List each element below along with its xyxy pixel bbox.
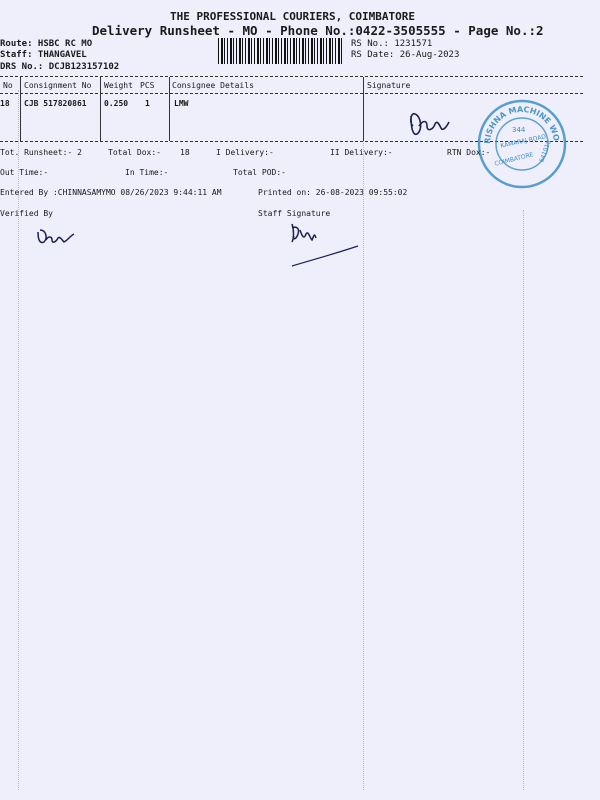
column-divider [363, 77, 364, 141]
stamp-arc-text: RISHNA MACHINE WO [482, 104, 561, 145]
printed-on: Printed on: 26-08-2023 09:55:02 [258, 188, 408, 197]
in-time: In Time:- [125, 168, 169, 177]
rs-date: RS Date: 26-Aug-2023 [351, 50, 460, 60]
first-delivery: I Delivery:- [216, 148, 274, 157]
company-title: THE PROFESSIONAL COURIERS, COIMBATORE [170, 10, 416, 23]
stamp-line-1: 344 [512, 126, 526, 134]
out-time: Out Time:- [0, 168, 49, 177]
stamp-line-3: COIMBATORE [493, 151, 535, 168]
col-header-weight: Weight [104, 81, 133, 90]
verified-by-label: Verified By [0, 209, 53, 218]
scan-line [523, 210, 524, 790]
column-divider [100, 77, 101, 141]
total-pod: Total POD:- [233, 168, 286, 177]
svg-text:RISHNA MACHINE WORKS [476, 98, 561, 144]
row-consignment: CJB 517820861 [24, 99, 87, 108]
column-divider [20, 77, 21, 141]
barcode [218, 38, 343, 64]
stamp-line-4: 641018 [538, 139, 553, 164]
col-header-consignee: Consignee Details [172, 81, 254, 90]
company-stamp [476, 98, 568, 190]
total-dox-value: 18 [180, 148, 190, 157]
route-text: Route: HSBC RC MO [0, 39, 93, 49]
col-header-no: No [3, 81, 13, 90]
entered-by: Entered By :CHINNASAMYMO 08/26/2023 9:44:11 AM [0, 188, 222, 197]
row-pcs: 1 [145, 99, 150, 108]
column-divider [169, 77, 170, 141]
staff-signature [286, 220, 364, 268]
staff-text: Staff: THANGAVEL [0, 50, 87, 60]
rs-number: RS No.: 1231571 [351, 39, 433, 49]
row-weight: 0.250 [104, 99, 129, 108]
runsheet-subtitle: Delivery Runsheet - MO - Phone No.:0422-3505555 - Page No.:2 [92, 23, 544, 38]
staff-signature-label: Staff Signature [258, 209, 331, 218]
receiver-signature [405, 108, 455, 143]
row-no: 18 [0, 99, 10, 108]
table-header-rule [0, 93, 583, 94]
col-header-consignment: Consignment No [24, 81, 92, 90]
second-delivery: II Delivery:- [330, 148, 393, 157]
total-dox-label: Total Dox:- [108, 148, 161, 157]
drs-number: DRS No.: DCJB123157102 [0, 62, 120, 72]
rtn-dox: RTN Dox:- [447, 148, 491, 157]
col-header-signature: Signature [367, 81, 411, 90]
stamp-line-2: KAMARAJ ROAD [499, 133, 547, 150]
col-header-pcs: PCS [140, 81, 155, 90]
tot-runsheet: Tot. Runsheet:- 2 [0, 148, 82, 157]
verifier-signature [34, 226, 79, 248]
table-top-rule [0, 76, 583, 77]
row-consignee: LMW [174, 99, 189, 108]
